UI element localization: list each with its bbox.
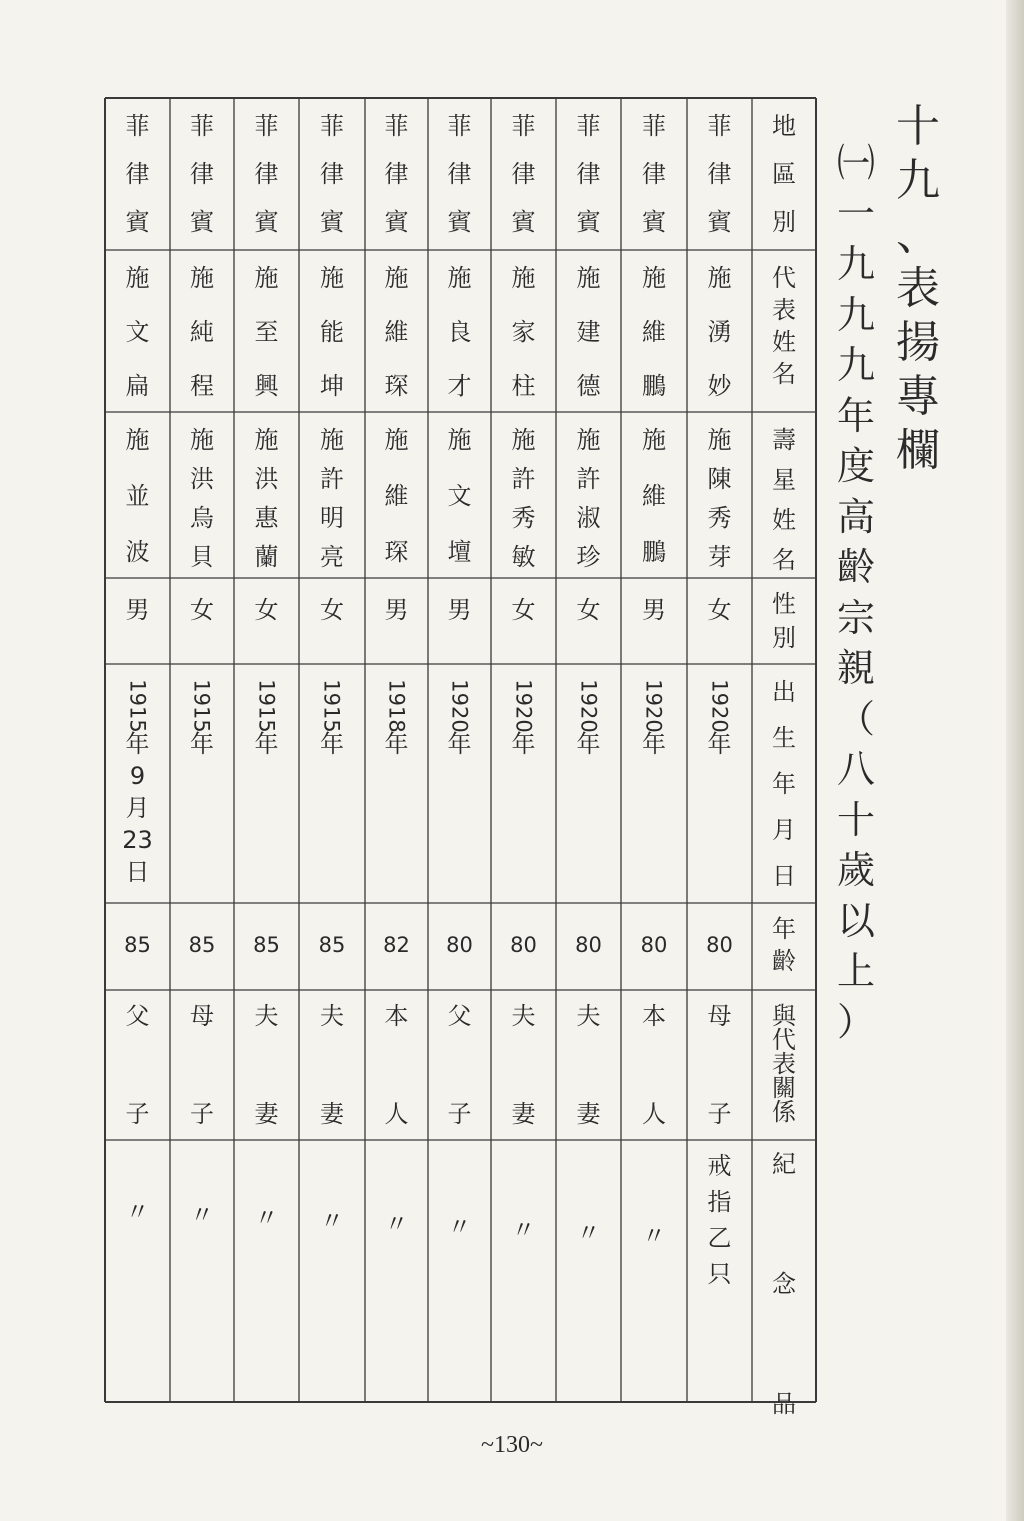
relation-cell [299,990,365,1140]
gender-cell [299,578,365,664]
cell-text: 施 至 興 [254,264,279,400]
rep-name-cell [687,250,752,412]
cell-text: 女 [707,596,732,624]
age-cell [170,903,234,990]
cell-text: 〃 [511,1216,536,1244]
cell-text: 施 洪 惠 蘭 [254,426,279,571]
cell-text: 妻 [320,1100,344,1128]
cell-text: 女 [254,596,279,624]
age-cell [105,903,170,990]
birth-year: 1920 [641,679,666,733]
page-number: ~130~ [481,1432,543,1458]
cell-text: 女 [576,596,601,624]
cell-text: 地 區 別 [772,112,796,236]
cell-text: 〃 [384,1210,409,1238]
birth-year: 1915 [189,679,214,733]
birth-cell [365,664,428,903]
cell-text: 〃 [576,1219,601,1247]
rep-name-cell [621,250,687,412]
cell-text: 代 表 姓 名 [772,264,796,388]
cell-text: 施 文 壇 [447,426,472,566]
age-value: 85 [253,933,280,957]
birth-cell [170,664,234,903]
cell-text: 〃 [125,1198,150,1226]
rep-name-cell [234,250,299,412]
elder-name-cell [556,412,621,578]
age-cell [234,903,299,990]
rep-name-cell [105,250,170,412]
gender-cell [170,578,234,664]
gender-cell [621,578,687,664]
cell-text: 菲 律 賓 [190,112,214,236]
cell-text: 菲 律 賓 [511,112,536,236]
birth-suffix: 年 9 月 23 日 [122,730,153,886]
birth-suffix: 年 [576,730,601,758]
relation-cell [687,990,752,1140]
cell-text: 施 維 鵬 [642,426,666,566]
cell-text: 夫 [320,1002,344,1030]
cell-text: 施 能 坤 [320,264,344,400]
cell-text: 子 [447,1100,472,1128]
relation-cell [491,990,556,1140]
header-age [752,903,816,990]
birth-suffix: 年 [190,730,214,758]
cell-text: 施 湧 妙 [707,264,732,400]
elder-name-cell [299,412,365,578]
cell-text: 母 [190,1002,214,1030]
birth-year: 1920 [447,679,472,733]
cell-text: 〃 [447,1213,472,1241]
cell-text: 〃 [190,1201,214,1229]
cell-text: 夫 [254,1002,279,1030]
header-elder-name [752,412,816,578]
cell-text: 男 [384,596,409,624]
age-value: 82 [383,933,410,957]
header-rep-name [752,250,816,412]
elder-name-cell [428,412,491,578]
gift-cell [105,1140,170,1402]
region-cell [428,98,491,250]
rep-name-cell [491,250,556,412]
gender-cell [105,578,170,664]
header-region [752,98,816,250]
age-value: 85 [318,933,346,957]
birth-year: 1915 [125,679,150,733]
birth-year: 1915 [254,679,279,733]
age-value: 80 [446,933,473,957]
birth-year: 1920 [511,679,536,733]
elder-name-cell [234,412,299,578]
cell-text: 〃 [320,1207,344,1235]
age-cell [299,903,365,990]
gender-cell [428,578,491,664]
cell-text: 施 維 鵬 [642,264,666,400]
cell-text: 父 [447,1002,472,1030]
gift-cell [556,1140,621,1402]
age-value: 80 [640,933,668,957]
header-gender [752,578,816,664]
cell-text: 父 [125,1002,150,1030]
cell-text: 性 別 [772,590,796,652]
cell-text: 壽 星 姓 名 [772,426,796,574]
cell-text: 施 維 琛 [384,264,409,400]
cell-text: 菲 律 賓 [642,112,666,236]
cell-text: 施 陳 秀 芽 [707,426,732,571]
birth-suffix: 年 [447,730,472,758]
birth-cell [621,664,687,903]
birth-cell [234,664,299,903]
cell-text: 施 許 明 亮 [320,426,344,571]
cell-text: 菲 律 賓 [447,112,472,236]
cell-text: 菲 律 賓 [384,112,409,236]
cell-text: 本 [384,1002,409,1030]
cell-text: 菲 律 賓 [707,112,732,236]
rep-name-cell [299,250,365,412]
cell-text: 母 [707,1002,732,1030]
relation-cell [621,990,687,1140]
cell-text: 菲 律 賓 [254,112,279,236]
cell-text: 施 良 才 [447,264,472,400]
birth-suffix: 年 [320,730,344,758]
gender-cell [234,578,299,664]
birth-suffix: 年 [707,730,732,758]
cell-text: 施 許 秀 敏 [511,426,536,571]
cell-text: 子 [125,1100,150,1128]
birth-suffix: 年 [511,730,536,758]
age-cell [491,903,556,990]
region-cell [621,98,687,250]
cell-text: 與 代 表 關 係 [772,1002,796,1126]
gift-cell [299,1140,365,1402]
cell-text: 菲 律 賓 [576,112,601,236]
cell-text: 出 生 年 月 日 [772,678,796,890]
cell-text: 妻 [511,1100,536,1128]
cell-text: 女 [320,596,344,624]
cell-text: 施 家 柱 [511,264,536,400]
header-birth [752,664,816,903]
elder-name-cell [105,412,170,578]
age-value: 80 [575,933,602,957]
region-cell [687,98,752,250]
cell-text: 妻 [576,1100,601,1128]
cell-text: 子 [707,1100,732,1128]
cell-text: 施 建 德 [576,264,601,400]
gender-cell [556,578,621,664]
age-value: 80 [706,933,733,957]
cell-text: 施 文 扁 [125,264,150,400]
cell-text: 男 [642,596,666,624]
cell-text: 本 [642,1002,666,1030]
relation-cell [234,990,299,1140]
elder-name-cell [365,412,428,578]
age-value: 80 [510,933,537,957]
elder-name-cell [170,412,234,578]
cell-text: 施 許 淑 珍 [576,426,601,571]
relation-cell [556,990,621,1140]
age-cell [556,903,621,990]
cell-text: 〃 [254,1204,279,1232]
region-cell [105,98,170,250]
cell-text: 夫 [511,1002,536,1030]
birth-cell [687,664,752,903]
birth-year: 1920 [576,679,601,733]
cell-text: 男 [125,596,150,624]
cell-text: 〃 [642,1222,666,1250]
cell-text: 紀 念 品 [772,1150,796,1418]
gift-cell [687,1140,752,1402]
relation-cell [428,990,491,1140]
relation-cell [105,990,170,1140]
region-cell [365,98,428,250]
header-gift [752,1140,816,1418]
cell-text: 戒 指 乙 只 [707,1152,732,1288]
cell-text: 夫 [576,1002,601,1030]
region-cell [170,98,234,250]
gift-cell [234,1140,299,1402]
region-cell [299,98,365,250]
cell-text: 施 純 程 [190,264,214,400]
cell-text: 男 [447,596,472,624]
rep-name-cell [170,250,234,412]
rep-name-cell [428,250,491,412]
region-cell [491,98,556,250]
birth-year: 1915 [319,679,344,733]
region-cell [234,98,299,250]
birth-suffix: 年 [642,730,666,758]
elder-name-cell [621,412,687,578]
age-value: 85 [124,933,151,957]
region-cell [556,98,621,250]
gift-cell [428,1140,491,1402]
gender-cell [365,578,428,664]
birth-year: 1920 [707,679,732,733]
gift-cell [621,1140,687,1402]
cell-text: 子 [190,1100,214,1128]
cell-text: 妻 [254,1100,279,1128]
birth-cell [428,664,491,903]
birth-suffix: 年 [254,730,279,758]
cell-text: 施 維 琛 [384,426,409,566]
cell-text: 菲 律 賓 [125,112,150,236]
gift-cell [170,1140,234,1402]
page-title: 十 九 、 表 揚 專 欄 [896,101,940,476]
age-cell [687,903,752,990]
birth-cell [556,664,621,903]
header-relation [752,990,816,1140]
gift-cell [365,1140,428,1402]
elder-name-cell [491,412,556,578]
birth-cell [105,664,170,903]
rep-name-cell [365,250,428,412]
rep-name-cell [556,250,621,412]
cell-text: 施 洪 烏 貝 [190,426,214,571]
age-cell [428,903,491,990]
cell-text: 人 [642,1100,666,1128]
cell-text: 施 並 波 [125,426,150,566]
relation-cell [170,990,234,1140]
age-cell [365,903,428,990]
cell-text: 年 齡 [772,915,796,975]
birth-year: 1918 [384,679,409,733]
gift-cell [491,1140,556,1402]
gender-cell [687,578,752,664]
elder-name-cell [687,412,752,578]
cell-text: 菲 律 賓 [320,112,344,236]
birth-suffix: 年 [384,730,409,758]
page-subtitle: ㈠ 一 九 九 九 年 度 高 齡 宗 親 （ 八 十 歲 以 上 ） [836,141,875,1044]
birth-cell [491,664,556,903]
birth-cell [299,664,365,903]
age-value: 85 [188,933,216,957]
relation-cell [365,990,428,1140]
gender-cell [491,578,556,664]
cell-text: 女 [190,596,214,624]
cell-text: 女 [511,596,536,624]
age-cell [621,903,687,990]
cell-text: 人 [384,1100,409,1128]
